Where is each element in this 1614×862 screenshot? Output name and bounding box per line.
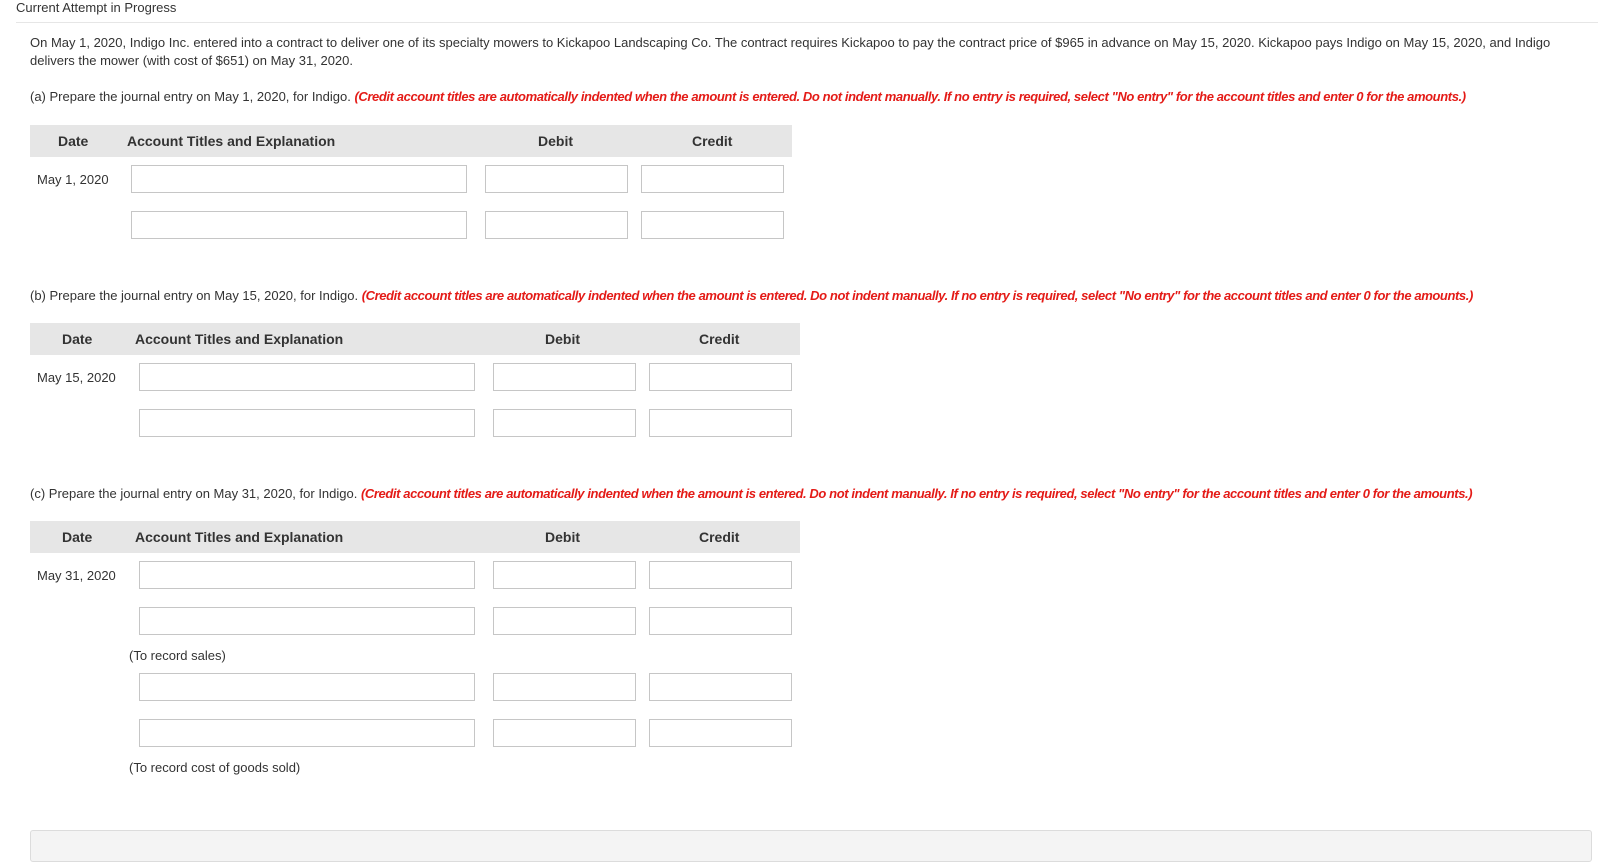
part-c-row1-debit-input[interactable] <box>493 561 636 589</box>
part-b-row2-account-input[interactable] <box>139 409 475 437</box>
part-a-row2-account-input[interactable] <box>131 211 467 239</box>
part-c-row3-debit-input[interactable] <box>493 673 636 701</box>
part-a-question <box>30 89 1466 105</box>
part-c-table-header <box>30 521 800 553</box>
part-c-row4-account-input[interactable] <box>139 719 475 747</box>
action-bar <box>30 830 1592 862</box>
credit-column-header: Credit <box>692 133 733 149</box>
debit-column-header: Debit <box>538 133 573 149</box>
part-c-row2-credit-input[interactable] <box>649 607 792 635</box>
account-column-header: Account Titles and Explanation <box>135 331 344 347</box>
part-c-row3-credit-input[interactable] <box>649 673 792 701</box>
part-a-table-header <box>30 125 792 157</box>
part-c-row3-account-input[interactable] <box>139 673 475 701</box>
part-b-instruction: (Credit account titles are automatically indented when the amount is entered. Do not indent manually. If no entry is required, select "No entry" for the account titles and enter 0 for the amounts.) <box>361 288 1473 303</box>
part-a-prompt: (a) Prepare the journal entry on May 1, 2020, for Indigo. <box>30 89 351 104</box>
part-c-row1-credit-input[interactable] <box>649 561 792 589</box>
part-b-table-header <box>30 323 800 355</box>
part-c-row2-debit-input[interactable] <box>493 607 636 635</box>
part-b-date: May 15, 2020 <box>37 370 116 385</box>
part-c-instruction: (Credit account titles are automatically indented when the amount is entered. Do not indent manually. If no entry is required, select "No entry" for the account titles and enter 0 for the amounts.) <box>360 486 1473 501</box>
part-b-row2-credit-input[interactable] <box>649 409 792 437</box>
record-cogs-note: (To record cost of goods sold) <box>129 760 301 775</box>
part-c-row2-account-input[interactable] <box>139 607 475 635</box>
part-b-row1-credit-input[interactable] <box>649 363 792 391</box>
debit-column-header: Debit <box>545 529 580 545</box>
credit-column-header: Credit <box>699 331 740 347</box>
account-column-header: Account Titles and Explanation <box>127 133 336 149</box>
part-c-row1-account-input[interactable] <box>139 561 475 589</box>
part-a-row1-account-input[interactable] <box>131 165 467 193</box>
part-a-date: May 1, 2020 <box>37 172 109 187</box>
part-c-row4-credit-input[interactable] <box>649 719 792 747</box>
part-a-row2-credit-input[interactable] <box>641 211 784 239</box>
part-b-prompt: (b) Prepare the journal entry on May 15, 2020, for Indigo. <box>30 288 359 303</box>
problem-statement: On May 1, 2020, Indigo Inc. entered into a contract to deliver one of its specialty mowers to Kickapoo Landscaping Co. The contract requires Kickapoo to pay the contract price of $965 in advance on May 15, 2020. Kickapoo pays Indigo on May 15, 2020, and Indigo delivers the mower (with cost of $651) on May 31, 2020. <box>30 35 1551 68</box>
attempt-status-header: Current Attempt in Progress <box>16 0 1598 23</box>
part-a-row1-credit-input[interactable] <box>641 165 784 193</box>
date-column-header: Date <box>62 529 93 545</box>
date-column-header: Date <box>62 331 93 347</box>
part-b-question <box>30 288 1473 304</box>
part-c-question <box>30 486 1472 502</box>
part-b-row2-debit-input[interactable] <box>493 409 636 437</box>
credit-column-header: Credit <box>699 529 740 545</box>
part-b-row1-debit-input[interactable] <box>493 363 636 391</box>
account-column-header: Account Titles and Explanation <box>135 529 344 545</box>
date-column-header: Date <box>58 133 89 149</box>
part-a-instruction: (Credit account titles are automatically indented when the amount is entered. Do not indent manually. If no entry is required, select "No entry" for the account titles and enter 0 for the amounts.) <box>354 89 1466 104</box>
part-c-prompt: (c) Prepare the journal entry on May 31, 2020, for Indigo. <box>30 486 358 501</box>
debit-column-header: Debit <box>545 331 580 347</box>
part-b-row1-account-input[interactable] <box>139 363 475 391</box>
part-c-row4-debit-input[interactable] <box>493 719 636 747</box>
part-a-row1-debit-input[interactable] <box>485 165 628 193</box>
part-a-row2-debit-input[interactable] <box>485 211 628 239</box>
record-sales-note: (To record sales) <box>129 648 226 663</box>
part-c-date: May 31, 2020 <box>37 568 116 583</box>
